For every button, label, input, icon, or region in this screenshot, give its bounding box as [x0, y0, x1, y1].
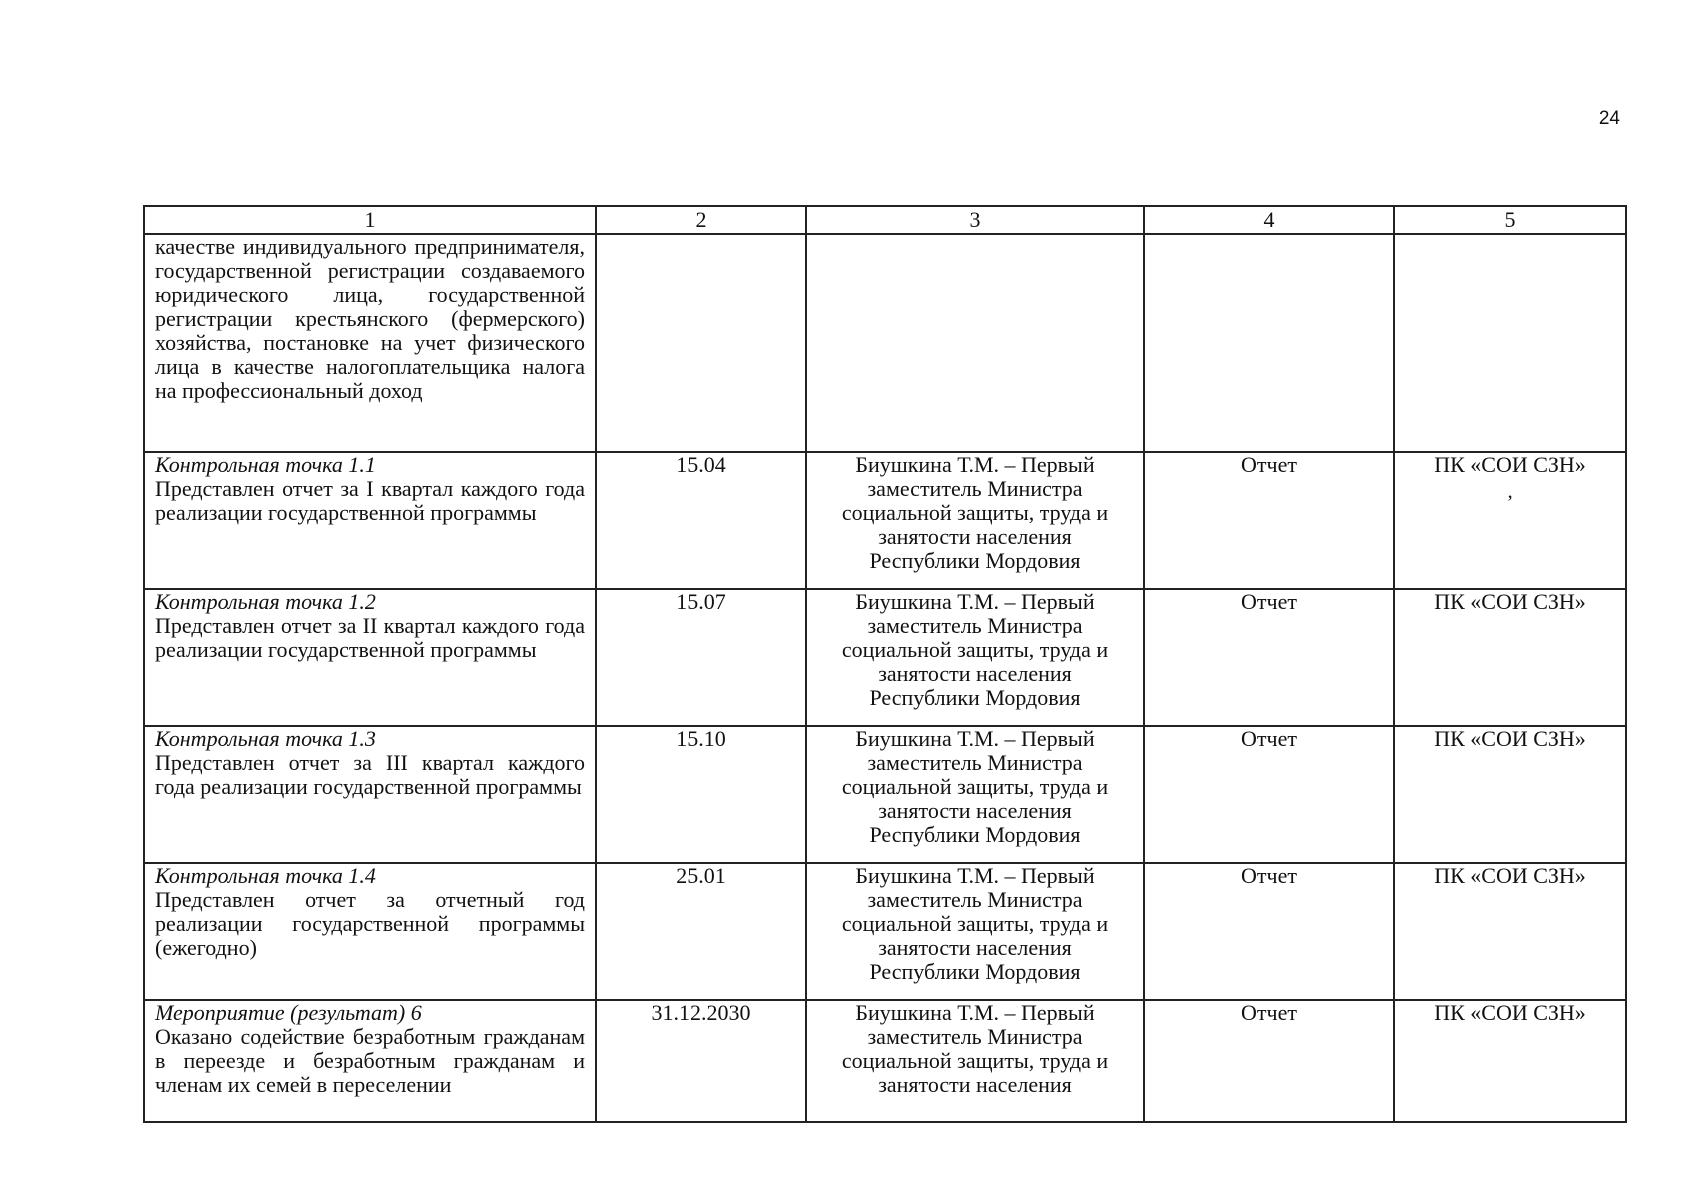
- responsible-line: заместитель Министра: [867, 476, 1083, 501]
- empty-cell: [1144, 234, 1394, 452]
- item-description: Представлен отчет за отчетный год реализации государственной программы (ежегодно): [155, 887, 585, 960]
- page-number: 24: [1598, 108, 1620, 129]
- empty-cell: [806, 234, 1144, 452]
- responsible-cell: [806, 863, 1144, 1000]
- system-cell: [1394, 452, 1626, 589]
- system-name: ПК «СОИ СЗН»: [1434, 452, 1586, 477]
- report-cell: Отчет: [1144, 452, 1394, 589]
- report-cell: Отчет: [1144, 589, 1394, 726]
- item-cell: [144, 589, 596, 726]
- responsible-line: занятости населения: [878, 1072, 1072, 1097]
- report-cell: Отчет: [1144, 863, 1394, 1000]
- system-cell: ПК «СОИ СЗН»: [1394, 1000, 1626, 1122]
- header-col-4: 4: [1144, 206, 1394, 234]
- responsible-line: Республики Мордовия: [869, 685, 1081, 710]
- system-cell: ПК «СОИ СЗН»: [1394, 863, 1626, 1000]
- report-cell: Отчет: [1144, 726, 1394, 863]
- responsible-line: Биушкина Т.М. – Первый: [855, 726, 1095, 751]
- responsible-cell: [806, 1000, 1144, 1122]
- item-description: Представлен отчет за II квартал каждого года реализации государственной программы: [155, 613, 585, 662]
- table-row: [144, 1000, 1626, 1122]
- item-heading: Мероприятие (результат) 6: [155, 1000, 422, 1025]
- item-description: Представлен отчет за I квартал каждого года реализации государственной программы: [155, 476, 585, 525]
- responsible-line: социальной защиты, труда и: [841, 500, 1109, 525]
- table-row: [144, 726, 1626, 863]
- header-col-1: 1: [144, 206, 596, 234]
- pen-mark: ʼ: [1506, 492, 1514, 514]
- item-heading: Контрольная точка 1.2: [155, 589, 376, 614]
- date-cell: 15.04: [596, 452, 806, 589]
- responsible-line: занятости населения: [878, 935, 1072, 960]
- responsible-line: Республики Мордовия: [869, 959, 1081, 984]
- responsible-line: заместитель Министра: [867, 1024, 1083, 1049]
- responsible-cell: [806, 452, 1144, 589]
- item-cell: [144, 1000, 596, 1122]
- responsible-cell: [806, 726, 1144, 863]
- responsible-line: социальной защиты, труда и: [841, 1048, 1109, 1073]
- continuation-text: качестве индивидуального предпринимателя, государственной регистрации создаваемого юридического лица, государственной регистрации крестьянского (фермерского) хозяйства, постановке на учет физического лица в качестве налогоплательщика налога на профессиональный доход: [144, 234, 596, 452]
- table-row: [144, 452, 1626, 589]
- plan-table: [143, 205, 1627, 1123]
- responsible-line: заместитель Министра: [867, 613, 1083, 638]
- header-col-3: 3: [806, 206, 1144, 234]
- responsible-line: Биушкина Т.М. – Первый: [855, 452, 1095, 477]
- responsible-line: социальной защиты, труда и: [841, 774, 1109, 799]
- responsible-line: Республики Мордовия: [869, 822, 1081, 847]
- date-cell: 25.01: [596, 863, 806, 1000]
- table-row: [144, 589, 1626, 726]
- empty-cell: [1394, 234, 1626, 452]
- responsible-line: Биушкина Т.М. – Первый: [855, 1000, 1095, 1025]
- system-cell: ПК «СОИ СЗН»: [1394, 726, 1626, 863]
- header-col-5: 5: [1394, 206, 1626, 234]
- date-cell: 15.10: [596, 726, 806, 863]
- header-col-2: 2: [596, 206, 806, 234]
- date-cell: 15.07: [596, 589, 806, 726]
- item-description: Представлен отчет за III квартал каждого года реализации государственной программы: [155, 750, 585, 799]
- responsible-line: социальной защиты, труда и: [841, 637, 1109, 662]
- header-row: [144, 206, 1626, 234]
- item-cell: [144, 726, 596, 863]
- system-cell: ПК «СОИ СЗН»: [1394, 589, 1626, 726]
- responsible-line: занятости населения: [878, 661, 1072, 686]
- table-row-continuation: [144, 234, 1626, 452]
- responsible-cell: [806, 589, 1144, 726]
- responsible-line: социальной защиты, труда и: [841, 911, 1109, 936]
- item-description: Оказано содействие безработным гражданам в переезде и безработным гражданам и членам их семей в переселении: [155, 1024, 585, 1097]
- item-cell: [144, 863, 596, 1000]
- item-heading: Контрольная точка 1.4: [155, 863, 376, 888]
- responsible-line: заместитель Министра: [867, 750, 1083, 775]
- item-heading: Контрольная точка 1.3: [155, 726, 376, 751]
- responsible-line: заместитель Министра: [867, 887, 1083, 912]
- responsible-line: занятости населения: [878, 798, 1072, 823]
- table-row: [144, 863, 1626, 1000]
- responsible-line: Биушкина Т.М. – Первый: [855, 863, 1095, 888]
- responsible-line: занятости населения: [878, 524, 1072, 549]
- item-heading: Контрольная точка 1.1: [155, 452, 376, 477]
- responsible-line: Республики Мордовия: [869, 548, 1081, 573]
- report-cell: Отчет: [1144, 1000, 1394, 1122]
- item-cell: [144, 452, 596, 589]
- empty-cell: [596, 234, 806, 452]
- date-cell: 31.12.2030: [596, 1000, 806, 1122]
- responsible-line: Биушкина Т.М. – Первый: [855, 589, 1095, 614]
